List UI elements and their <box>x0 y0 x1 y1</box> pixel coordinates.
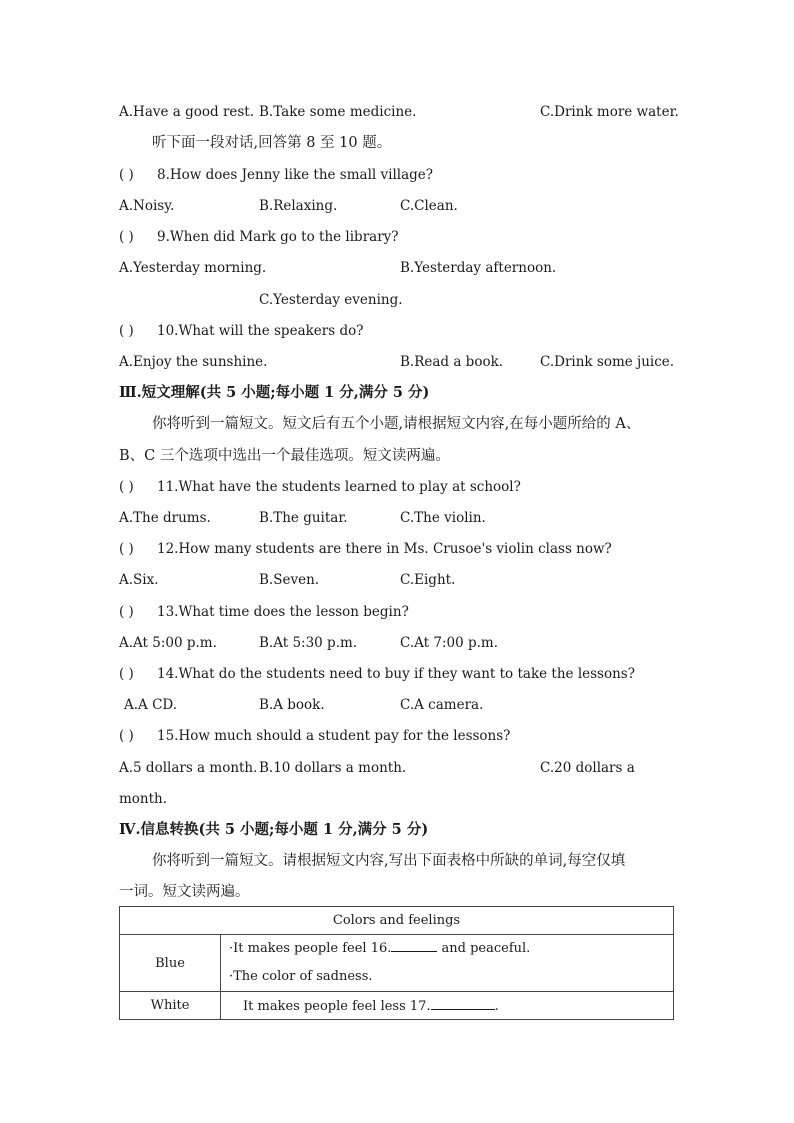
answer-blank-16[interactable] <box>391 939 437 952</box>
q15-option-c-continued: month. <box>119 791 168 807</box>
q10-option-b: B.Read a book. <box>400 354 504 370</box>
question-12 <box>119 539 612 559</box>
q11-option-c: C.The violin. <box>400 510 486 526</box>
table-row <box>120 935 674 992</box>
q14-option-c: C.A camera. <box>400 697 484 713</box>
q12-option-a: A.Six. <box>119 572 159 588</box>
answer-paren: ( ) <box>119 604 134 620</box>
q11-option-b: B.The guitar. <box>259 510 348 526</box>
answer-paren: ( ) <box>119 728 134 744</box>
answer-paren: ( ) <box>119 541 134 557</box>
white-line-tail: . <box>494 999 499 1014</box>
answer-paren: ( ) <box>119 323 134 339</box>
q8-option-a: A.Noisy. <box>119 198 175 214</box>
question-10 <box>119 321 363 341</box>
q7-option-a: A.Have a good rest. <box>119 104 255 120</box>
q12-option-b: B.Seven. <box>259 572 320 588</box>
question-text: 15.How much should a student pay for the lessons? <box>157 728 511 744</box>
q11-option-a: A.The drums. <box>119 510 211 526</box>
blue-line-1-text: ·It makes people feel 16. <box>229 941 392 956</box>
question-13 <box>119 602 409 622</box>
row-content-white <box>221 992 674 1020</box>
answer-paren: ( ) <box>119 666 134 682</box>
question-text: 13.What time does the lesson begin? <box>157 604 409 620</box>
answer-blank-17[interactable] <box>431 997 495 1010</box>
q14-option-a: A.A CD. <box>124 697 178 713</box>
q10-option-a: A.Enjoy the sunshine. <box>119 354 268 370</box>
answer-paren: ( ) <box>119 229 134 245</box>
question-text: 10.What will the speakers do? <box>157 323 364 339</box>
table-title: Colors and feelings <box>120 907 674 935</box>
question-11 <box>119 477 521 497</box>
q13-option-c: C.At 7:00 p.m. <box>400 635 499 651</box>
question-text: 14.What do the students need to buy if they want to take the lessons? <box>157 666 635 682</box>
q8-option-b: B.Relaxing. <box>259 198 338 214</box>
question-text: 11.What have the students learned to play at school? <box>157 479 521 495</box>
section-4-heading: Ⅳ.信息转换(共 5 小题;每小题 1 分,满分 5 分) <box>119 821 429 838</box>
row-label-blue: Blue <box>120 935 221 992</box>
row-label-white: White <box>120 992 221 1020</box>
q9-option-c: C.Yesterday evening. <box>259 292 403 308</box>
q9-option-b: B.Yesterday afternoon. <box>400 260 557 276</box>
row-content-blue <box>221 935 674 992</box>
section-4-instruction-line2: 一词。短文读两遍。 <box>119 884 250 900</box>
q15-option-a: A.5 dollars a month. <box>119 760 258 776</box>
dialogue-instruction: 听下面一段对话,回答第 8 至 10 题。 <box>152 135 392 151</box>
question-8 <box>119 165 433 185</box>
answer-paren: ( ) <box>119 479 134 495</box>
q8-option-c: C.Clean. <box>400 198 458 214</box>
q10-option-c: C.Drink some juice. <box>540 354 675 370</box>
blue-line-1-tail: and peaceful. <box>437 941 531 956</box>
section-3-instruction-line1: 你将听到一篇短文。短文后有五个小题,请根据短文内容,在每小题所给的 A、 <box>152 416 641 432</box>
section-3-instruction-line2: B、C 三个选项中选出一个最佳选项。短文读两遍。 <box>119 448 450 464</box>
q15-option-c: C.20 dollars a <box>540 760 635 776</box>
q7-option-c: C.Drink more water. <box>540 104 679 120</box>
question-text: 12.How many students are there in Ms. Crusoe's violin class now? <box>157 541 612 557</box>
question-14 <box>119 664 635 684</box>
colors-feelings-table <box>119 906 674 1020</box>
q14-option-b: B.A book. <box>259 697 325 713</box>
question-text: 9.When did Mark go to the library? <box>157 229 399 245</box>
q13-option-b: B.At 5:30 p.m. <box>259 635 358 651</box>
blue-line-1 <box>229 935 673 963</box>
q9-option-a: A.Yesterday morning. <box>119 260 267 276</box>
answer-paren: ( ) <box>119 167 134 183</box>
q12-option-c: C.Eight. <box>400 572 456 588</box>
question-9 <box>119 227 399 247</box>
table-row <box>120 992 674 1020</box>
white-line-text: It makes people feel less 17. <box>243 999 431 1014</box>
section-3-heading: Ⅲ.短文理解(共 5 小题;每小题 1 分,满分 5 分) <box>119 384 430 401</box>
q7-option-b: B.Take some medicine. <box>259 104 417 120</box>
q13-option-a: A.At 5:00 p.m. <box>119 635 217 651</box>
blue-line-2: ·The color of sadness. <box>229 969 373 984</box>
question-text: 8.How does Jenny like the small village? <box>157 167 434 183</box>
question-15 <box>119 726 510 746</box>
q15-option-b: B.10 dollars a month. <box>259 760 407 776</box>
section-4-instruction-line1: 你将听到一篇短文。请根据短文内容,写出下面表格中所缺的单词,每空仅填 <box>152 853 626 869</box>
